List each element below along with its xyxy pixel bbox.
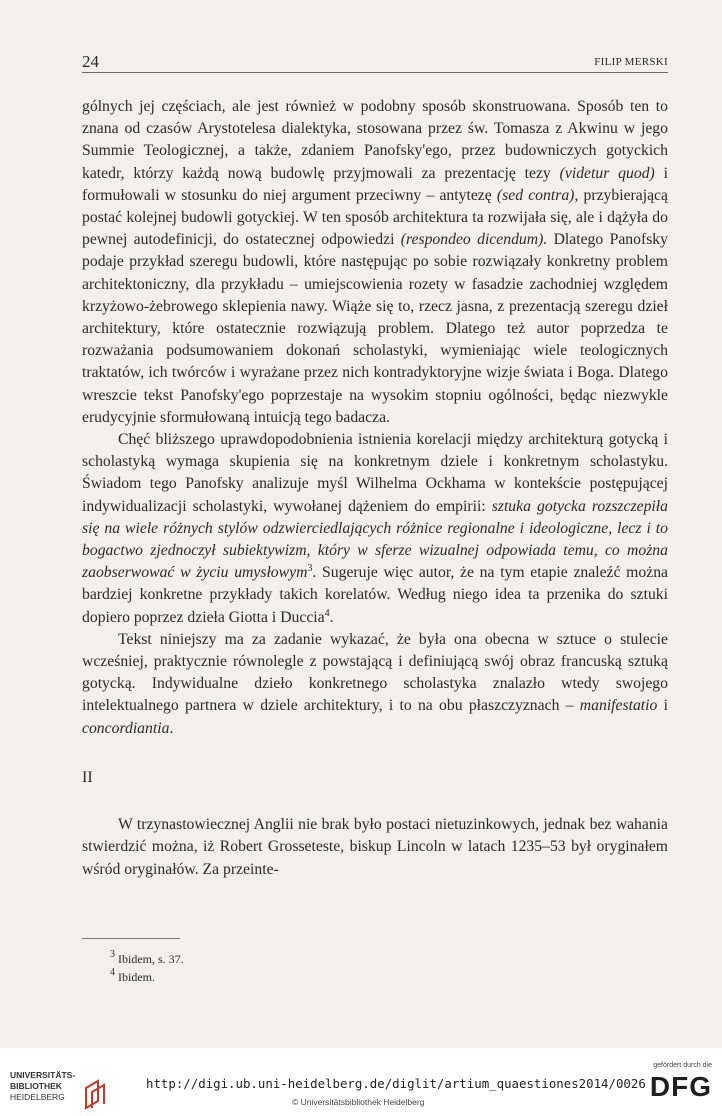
italic-run: (sed contra), [496, 186, 579, 204]
text-run: przybierającą postać kolejnej budowli gotyckiej. W ten sposób architektura ta rozwijała się, ale i dążyła do pewnej autodefinicji, do ostatecznej odpowiedzi [82, 186, 668, 249]
library-logo [10, 1070, 102, 1108]
copyright-notice: © Universitätsbibliothek Heidelberg [292, 1097, 425, 1107]
text-run: gólnych jej częściach, ale jest również w podobny sposób skonstruowana. Sposób ten to znana od czasów Arystotelesa dialektyka, stosowana przez św. Tomasza z Akwinu w jego Summie Teologicznej, a także, zdaniem Panofsky'ego, przez budowniczych gotyckich katedr, którzy każdą nową budowlę przyjmowali za prezentację tezy [82, 98, 668, 182]
library-name-line-3: HEIDELBERG [10, 1092, 65, 1102]
source-url-link[interactable]: http://digi.ub.uni-heidelberg.de/diglit/artium_quaestiones2014/0026 [146, 1076, 646, 1091]
footnote-number: 3 [110, 949, 115, 960]
text-run: Dlatego Panofsky podaje przykład szeregu budowli, które następując po sobie rozwiązały konkretny problem architektoniczny, dla przykładu – umiejscowienia rozety w fasadzie zachodniej względem krzyżowo-żebrowego sklepienia nawy. Wiąże się to, rzecz jasna, z prezentacją szeregu dzieł architektury, które ostatecznie rozwiązują problem. Dlatego też autor poprzedza te rozważania podsumowaniem dokonań scholastyki, wymieniając wiele teologicznych traktatów, ich twórców i wyrażane przez nich kontradyktoryjne wizje świata i Boga. Dlatego wreszcie tekst Panofsky'ego poprzestaje na wysokim stopniu ogólności, będąc niezwykle erudycyjnie sformułowaną intuicją tego badacza. [82, 231, 668, 426]
italic-run: concordiantia [82, 719, 170, 737]
italic-run: (videtur quod) [559, 164, 655, 182]
paragraph-4 [82, 814, 668, 881]
text-run: . [329, 608, 334, 626]
footnote-3 [110, 950, 184, 968]
italic-run: sztuka gotycka rozszczepiła się na wiele różnych stylów odzwierciedlających różnice regionalne i ideologiczne, lecz i to bogactwo zjednoczył subiektywizm, który w sferze wizualnej odpowiada temu, co można zaobserwować w życiu umysłowym [82, 497, 668, 582]
footnote-divider [82, 938, 180, 939]
footnote-text: Ibidem, s. 37. [118, 952, 184, 966]
dfg-logo: DFG [649, 1071, 712, 1102]
text-run: i [657, 697, 668, 715]
text-run: W trzynastowiecznej Anglii nie brak było postaci nietuzinkowych, jednak bez wahania stwierdzić można, iż Robert Grosseteste, biskup Lincoln w latach 1235–53 był oryginałem wśród oryginałów. Za przeinte- [82, 816, 668, 878]
main-text [82, 96, 668, 881]
footnote-ref: 4 [324, 607, 330, 619]
library-name-line-2: BIBLIOTHEK [10, 1081, 62, 1091]
dfg-caption: gefördert durch die [653, 1062, 712, 1069]
page-header [82, 52, 668, 73]
footnote-number: 4 [110, 967, 115, 978]
footnote-4 [110, 968, 184, 986]
text-run: i formułowali w stosunku do niej argument przeciwny – antytezę [82, 164, 669, 204]
paragraph-2 [82, 429, 668, 629]
section-number: II [82, 768, 93, 786]
digitization-footer [0, 1048, 722, 1116]
dfg-funding-logo [636, 1062, 712, 1108]
footnote-ref: 3 [307, 563, 313, 575]
text-run: Chęć bliższego uprawdopodobnienia istnienia korelacji między architekturą gotycką i scholastyką wymaga skupienia się na konkretnym dziele i konkretnym scholastyku. Świadom tego Panofsky analizuje myśl Wilhelma Ockhama w kontekście postępującej indywidualizacji scholastyki, wywołanej dążeniem do empirii: [82, 431, 668, 515]
page-number: 24 [82, 52, 99, 71]
footnote-text: Ibidem. [118, 970, 155, 984]
text-run: Tekst niniejszy ma za zadanie wykazać, że była ona obecna w sztuce o stulecie wcześniej, praktycznie równolegle z powstającą i definiującą swój obraz francuską sztuką gotycką. Indywidualne dzieło konkretnego scholastyka znalazło wtedy swojego intelektualnego partnera w dziele architektury, i to na obu płaszczyznach – [82, 630, 668, 715]
footnotes [110, 950, 184, 986]
paragraph-1 [82, 96, 668, 429]
library-name-line-1: UNIVERSITÄTS- [10, 1070, 76, 1080]
text-run: . [169, 719, 174, 737]
paragraph-3 [82, 629, 668, 740]
italic-run: manifestatio [579, 697, 658, 715]
running-head: FILIP MERSKI [594, 56, 668, 68]
italic-run: (respondeo dicendum). [400, 231, 548, 249]
library-emblem-icon [82, 1078, 108, 1110]
text-run: . Sugeruje więc autor, że na tym etapie znaleźć można bardziej konkretne przykłady takich korelatów. Według niego idea ta przenika do sztuki dopiero poprzez dzieła Giotta i Duccia [82, 564, 669, 626]
